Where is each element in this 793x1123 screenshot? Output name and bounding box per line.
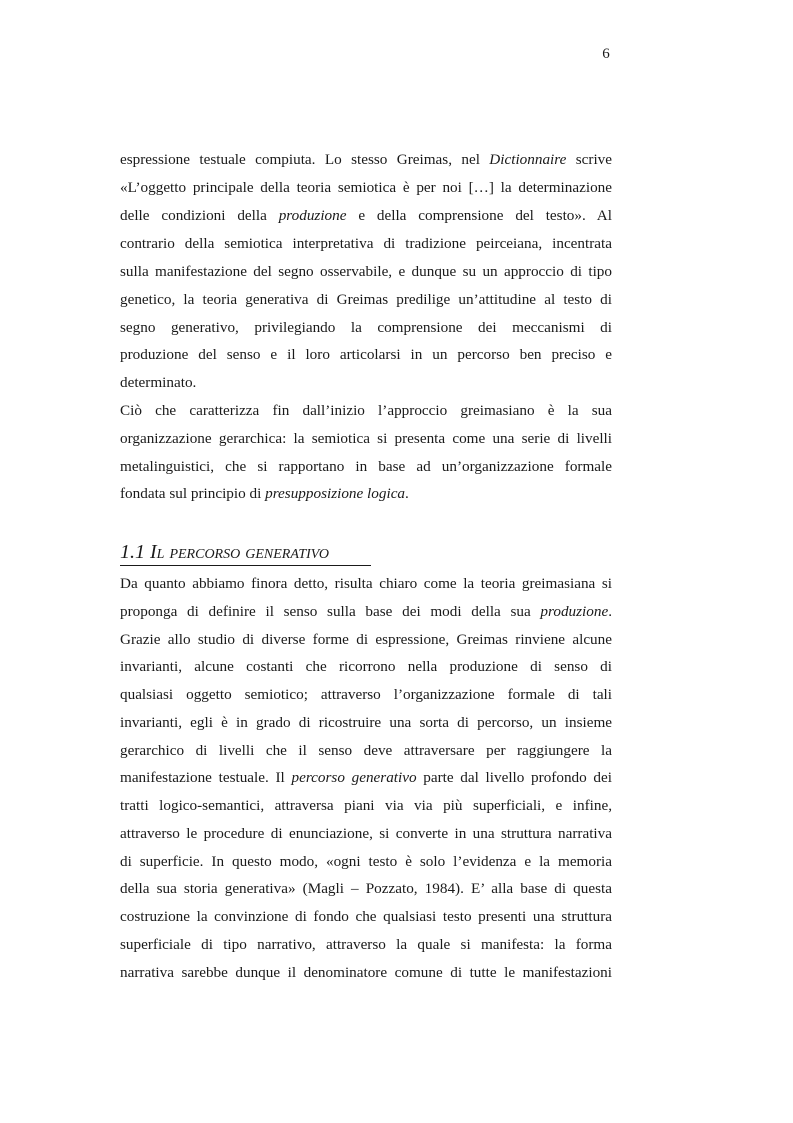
text-line: Grazie allo studio di diverse forme di espressione, Greimas rinviene alcune (120, 631, 612, 648)
text-line: di superficie. In questo modo, «ogni testo è solo l’evidenza e la memoria (120, 853, 612, 870)
text-line: «L’oggetto principale della teoria semiotica è per noi […] la determinazione (120, 179, 612, 196)
text-line: segno generativo, privilegiando la comprensione dei meccanismi di (120, 319, 612, 336)
text-line: costruzione la convinzione di fondo che qualsiasi testo presenti una struttura (120, 908, 612, 925)
text-line: organizzazione gerarchica: la semiotica si presenta come una serie di livelli (120, 430, 612, 447)
section-heading (120, 540, 329, 564)
text-line: invarianti, egli è in grado di ricostruire una sorta di percorso, un insieme (120, 714, 612, 731)
page-number: 6 (602, 46, 610, 62)
text-line: invarianti, alcune costanti che ricorrono nella produzione di senso di (120, 658, 612, 675)
heading-underline (120, 565, 371, 566)
text-line: Ciò che caratterizza fin dall’inizio l’approccio greimasiano è la sua (120, 402, 612, 419)
section-title: Il percorso generativo (150, 541, 330, 563)
text-line: Da quanto abbiamo finora detto, risulta chiaro come la teoria greimasiana si (120, 575, 612, 592)
text-line: determinato. (120, 374, 197, 391)
text-line: contrario della semiotica interpretativa di tradizione peirceiana, incentrata (120, 235, 612, 252)
text-line: fondata sul principio di presupposizione logica. (120, 485, 409, 502)
text-line: proponga di definire il senso sulla base dei modi della sua produzione. (120, 603, 612, 620)
text-line: manifestazione testuale. Il percorso generativo parte dal livello profondo dei (120, 769, 612, 786)
text-line: qualsiasi oggetto semiotico; attraverso l’organizzazione formale di tali (120, 686, 612, 703)
text-line: genetico, la teoria generativa di Greimas predilige un’attitudine al testo di (120, 291, 612, 308)
section-number: 1.1 (120, 541, 145, 563)
text-line: attraverso le procedure di enunciazione, si converte in una struttura narrativa (120, 825, 612, 842)
text-line: espressione testuale compiuta. Lo stesso Greimas, nel Dictionnaire scrive (120, 151, 612, 168)
text-line: della sua storia generativa» (Magli – Pozzato, 1984). E’ alla base di questa (120, 880, 612, 897)
text-line: tratti logico-semantici, attraversa piani via via più superficiali, e infine, (120, 797, 612, 814)
text-line: gerarchico di livelli che il senso deve attraversare per raggiungere la (120, 742, 612, 759)
text-line: narrativa sarebbe dunque il denominatore comune di tutte le manifestazioni (120, 964, 612, 981)
text-line: metalinguistici, che si rapportano in base ad un’organizzazione formale (120, 458, 612, 475)
text-line: sulla manifestazione del segno osservabile, e dunque su un approccio di tipo (120, 263, 612, 280)
text-line: delle condizioni della produzione e della comprensione del testo». Al (120, 207, 612, 224)
text-line: produzione del senso e il loro articolarsi in un percorso ben preciso e (120, 346, 612, 363)
text-line: superficiale di tipo narrativo, attraverso la quale si manifesta: la forma (120, 936, 612, 953)
